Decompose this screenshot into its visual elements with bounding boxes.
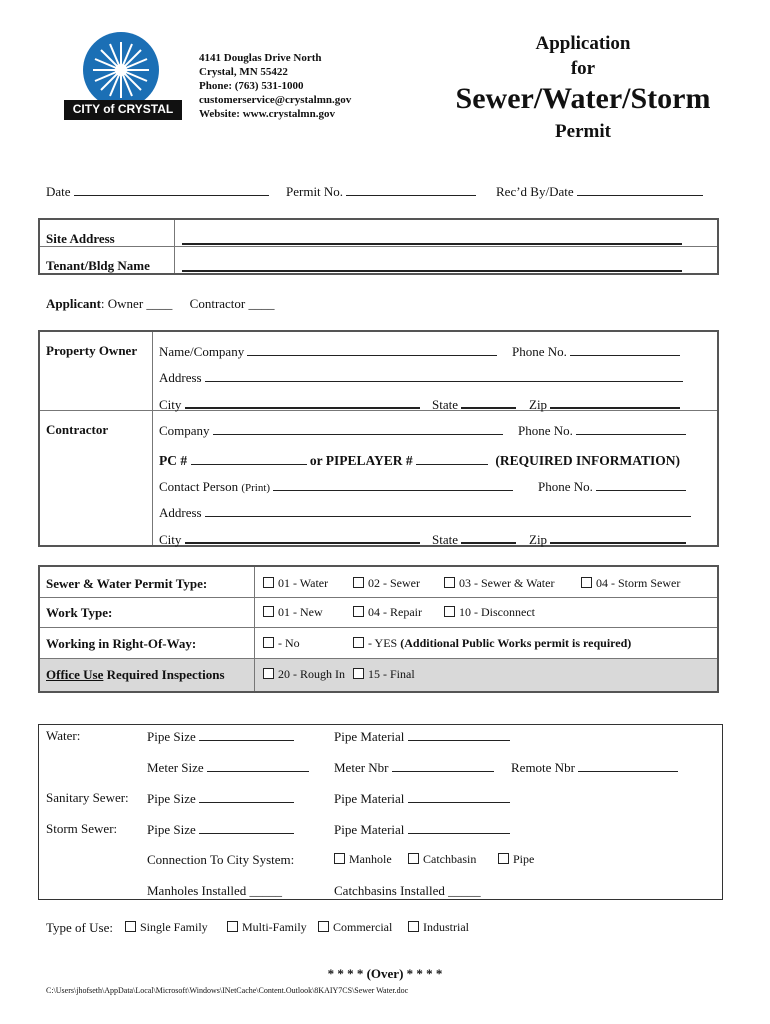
option-label: Catchbasin [423,852,477,866]
owner-address-label: Address [159,370,202,385]
owner-city-label: City [159,397,182,412]
permit-type-label: Sewer & Water Permit Type: [46,576,208,591]
applicant-contractor[interactable]: Contractor ____ [189,296,275,311]
inspections-label: Required Inspections [106,667,225,682]
title-permit: Permit [555,121,611,142]
utilities-box [38,724,723,900]
title-application: Application [535,33,631,54]
work-type-repair[interactable] [353,605,422,620]
checkbox-icon[interactable] [263,668,274,679]
contact-phone-field[interactable] [538,478,686,495]
checkbox-icon[interactable] [263,577,274,588]
option-label: - No [278,636,300,650]
checkbox-icon[interactable] [263,606,274,617]
pipelayer-label: or PIPELAYER # [309,453,413,468]
owner-city-field[interactable] [159,395,420,413]
sanitary-pipe-size[interactable] [147,790,294,807]
option-label: 01 - New [278,605,323,619]
address-line2: Crystal, MN 55422 [199,66,288,78]
print-note: (Print) [241,482,271,494]
right-of-way-no[interactable] [263,636,300,651]
work-type-disconnect[interactable] [444,605,535,620]
page-title: Sewer/Water/Storm [455,82,711,115]
storm-pipe-material[interactable] [334,821,510,838]
applicant-row [46,296,275,312]
permit-type-sewer-water[interactable] [444,576,554,591]
option-label: 04 - Repair [368,605,422,619]
field-label: Remote Nbr [511,760,575,775]
contractor-city-label: City [159,532,182,547]
inspection-rough-in[interactable] [263,667,345,682]
contact-label: Contact Person [159,479,239,494]
checkbox-icon[interactable] [353,637,364,648]
owner-zip-field[interactable] [529,395,680,413]
option-label: 01 - Water [278,576,329,590]
owner-name-field[interactable] [159,343,497,360]
title-for: for [570,58,596,79]
field-label: Pipe Size [147,791,196,806]
applicant-label: Applicant [46,296,101,311]
checkbox-icon[interactable] [498,853,509,864]
contact-phone-label: Phone No. [538,479,593,494]
office-use-text: Office Use [46,667,104,682]
remote-nbr[interactable] [511,759,678,776]
option-label: Pipe [513,852,535,866]
property-owner-label: Property Owner [46,343,138,358]
use-single-family[interactable] [125,920,208,935]
checkbox-icon[interactable] [408,921,419,932]
sanitary-label: Sanitary Sewer: [46,790,129,805]
field-label: Pipe Size [147,822,196,837]
website: Website: www.crystalmn.gov [199,108,335,120]
work-type-new[interactable] [263,605,323,620]
over-note: * * * * (Over) * * * * [327,966,443,981]
contact-field[interactable] [159,478,513,495]
connection-manhole[interactable] [334,852,392,867]
contractor-phone-label: Phone No. [518,423,573,438]
recd-by-field[interactable] [496,183,703,200]
storm-label: Storm Sewer: [46,821,118,836]
phone: Phone: (763) 531-1000 [199,80,304,92]
owner-phone-field[interactable] [512,343,680,360]
connection-catchbasin[interactable] [408,852,476,867]
use-multi-family[interactable] [227,920,307,935]
checkbox-icon[interactable] [444,606,455,617]
checkbox-icon[interactable] [353,668,364,679]
owner-zip-label: Zip [529,397,548,412]
permit-type-water[interactable] [263,576,328,591]
option-label: 20 - Rough In [278,667,345,681]
checkbox-icon[interactable] [353,577,364,588]
date-label: Date [46,184,71,199]
field-label: Pipe Size [147,729,196,744]
option-label: 10 - Disconnect [459,605,535,619]
required-info: (REQUIRED INFORMATION) [495,453,681,468]
office-use-label [46,667,225,683]
option-label: Single Family [140,920,208,934]
water-pipe-material[interactable] [334,728,510,745]
option-label: 03 - Sewer & Water [459,576,555,590]
option-label: 04 - Storm Sewer [596,576,681,590]
type-of-use-label: Type of Use: [46,920,113,935]
contractor-address-label: Address [159,505,202,520]
tenant-input[interactable] [182,258,682,272]
right-of-way-yes[interactable] [353,636,631,651]
use-commercial[interactable] [318,920,392,935]
contractor-state-field[interactable] [432,530,516,548]
logo-text: CITY of CRYSTAL [72,102,174,116]
date-field[interactable] [46,183,269,200]
field-label: Pipe Material [334,729,405,744]
inspection-final[interactable] [353,667,415,682]
option-label: Industrial [423,920,469,934]
checkbox-icon[interactable] [408,853,419,864]
applicant-owner[interactable]: : Owner ____ [100,296,173,311]
field-label: Meter Nbr [334,760,389,775]
owner-name-label: Name/Company [159,344,245,359]
contractor-zip-label: Zip [529,532,548,547]
pc-label: PC # [159,453,188,468]
field-label: Pipe Material [334,822,405,837]
meter-nbr[interactable] [334,759,494,776]
recd-by-label: Rec’d By/Date [496,184,574,199]
city-logo [62,28,184,126]
option-label: 02 - Sewer [368,576,420,590]
contractor-phone-field[interactable] [518,422,686,439]
row-yes-note: (Additional Public Works permit is required) [400,636,632,650]
address-line1: 4141 Douglas Drive North [199,52,322,64]
connection-pipe[interactable] [498,852,534,867]
checkbox-icon[interactable] [444,577,455,588]
storm-pipe-size[interactable] [147,821,294,838]
contractor-company-label: Company [159,423,210,438]
connection-label: Connection To City System: [147,852,295,867]
option-label: Manhole [349,852,392,866]
tenant-label: Tenant/Bldg Name [46,258,150,273]
owner-state-label: State [432,397,458,412]
email: customerservice@crystalmn.gov [199,94,352,106]
file-path: C:\Users\jhofseth\AppData\Local\Microsoft\Windows\INetCache\Content.Outlook\8KAIY7CS\Sewer Water.doc [46,986,409,995]
checkbox-icon[interactable] [227,921,238,932]
checkbox-icon[interactable] [581,577,592,588]
water-label: Water: [46,728,81,743]
manholes-installed[interactable]: Manholes Installed _____ [147,883,283,898]
catchbasins-installed[interactable]: Catchbasins Installed _____ [334,883,481,898]
site-address-input[interactable] [182,231,682,245]
owner-state-field[interactable] [432,395,516,413]
owner-phone-label: Phone No. [512,344,567,359]
permit-no-label: Permit No. [286,184,344,199]
checkbox-icon[interactable] [334,853,345,864]
contractor-state-label: State [432,532,458,547]
water-pipe-size[interactable] [147,728,294,745]
right-of-way-label: Working in Right-Of-Way: [46,636,197,651]
checkbox-icon[interactable] [263,637,274,648]
work-type-label: Work Type: [46,605,113,620]
option-label: Commercial [333,920,393,934]
contractor-address-field[interactable] [159,504,691,521]
sanitary-pipe-material[interactable] [334,790,510,807]
contractor-company-field[interactable] [159,422,503,439]
owner-address-field[interactable] [159,369,683,386]
use-industrial[interactable] [408,920,469,935]
option-label: 15 - Final [368,667,415,681]
site-address-label: Site Address [46,231,115,246]
permit-type-storm[interactable] [581,576,680,591]
checkbox-icon[interactable] [318,921,329,932]
option-label: - YES [368,636,398,650]
option-label: Multi-Family [242,920,307,934]
checkbox-icon[interactable] [125,921,136,932]
pc-field[interactable] [159,452,680,469]
contractor-zip-field[interactable] [529,530,686,548]
meter-size[interactable] [147,759,309,776]
checkbox-icon[interactable] [353,606,364,617]
contractor-label: Contractor [46,422,109,437]
contractor-city-field[interactable] [159,530,420,548]
field-label: Pipe Material [334,791,405,806]
permit-no-field[interactable] [286,183,476,200]
field-label: Meter Size [147,760,204,775]
permit-type-sewer[interactable] [353,576,420,591]
